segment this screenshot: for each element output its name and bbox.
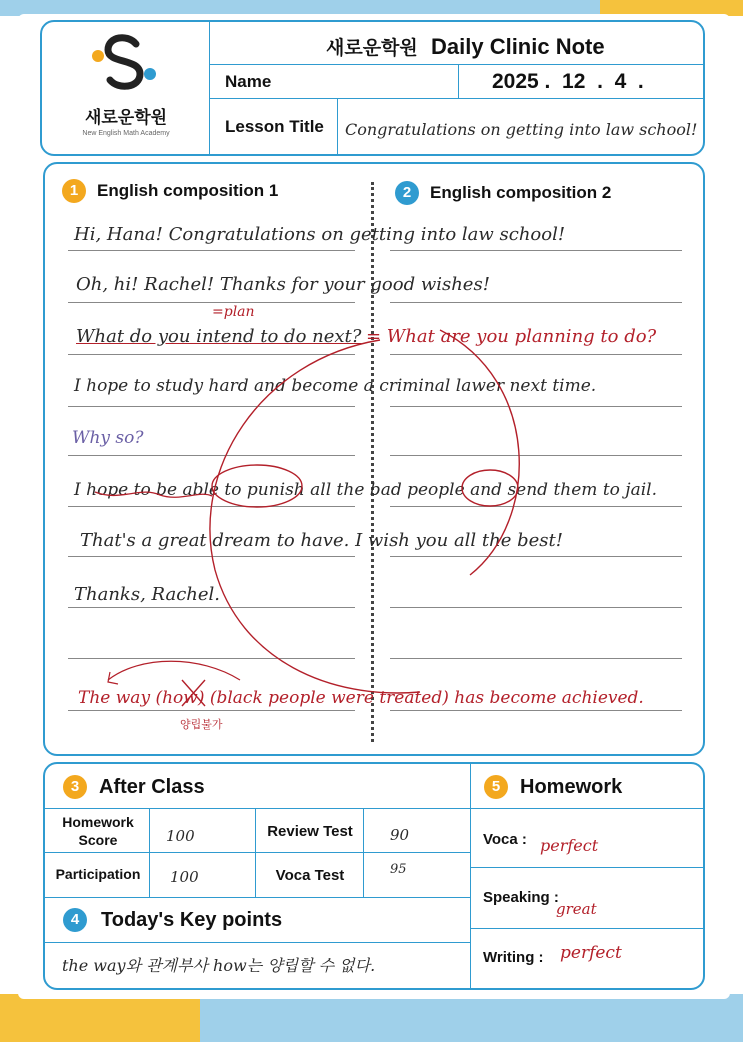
section-4-badge: 4 [63, 908, 87, 932]
key-points-value: the way와 관계부사 how는 양립할 수 없다. [62, 956, 376, 975]
composition-line-3: What do you intend to do next? [76, 326, 362, 347]
after-class-title: After Class [99, 776, 205, 798]
composition-line-8: Thanks, Rachel. [74, 584, 221, 605]
review-test-value: 90 [390, 826, 410, 844]
homework-writing-label: Writing : [483, 949, 544, 966]
voca-test-value: 95 [390, 862, 407, 877]
homework-title: Homework [520, 776, 623, 798]
to-be-able-underline [95, 492, 212, 497]
composition-line-7: That's a great dream to have. I wish you all the best! [80, 530, 563, 551]
composition-line-5: Why so? [72, 428, 144, 448]
section-3-badge: 3 [63, 775, 87, 799]
correction-arc [210, 340, 420, 693]
homework-score-label: Homework Score [62, 814, 134, 848]
brand-korean: 새로운학원 [84, 108, 168, 127]
brand-english: New English Math Academy [82, 130, 170, 137]
name-label: Name [225, 72, 272, 91]
voca-test-label: Voca Test [275, 867, 345, 884]
homework-speaking-value: great [556, 900, 597, 918]
key-points-title: Today's Key points [101, 909, 283, 931]
section-5-badge: 5 [484, 775, 508, 799]
header-brand-korean-title: 새로운학원 [326, 38, 418, 59]
correction-small-note: 양립불가 [180, 718, 223, 731]
bracket-arc-1 [108, 661, 240, 680]
composition-line-1: Hi, Hana! Congratulations on getting into law school! [74, 224, 566, 245]
correction-plan: =plan [212, 304, 255, 320]
how-cross [182, 680, 205, 706]
participation-label: Participation [55, 866, 141, 882]
homework-writing-value: perfect [560, 943, 622, 963]
lesson-title-value: Congratulations on getting into law school! [345, 120, 698, 139]
date-value: 2025 . 12 . 4 . [492, 70, 644, 93]
correction-rephrase: = What are you planning to do? [366, 326, 657, 347]
section-1-badge: 1 [62, 179, 86, 203]
big-correction-circle [440, 330, 519, 575]
send-circle [462, 470, 518, 506]
homework-speaking-label: Speaking : [483, 889, 559, 906]
composition-line-4: I hope to study hard and become a criminal lawer next time. [74, 376, 597, 396]
composition-line-2: Oh, hi! Rachel! Thanks for your good wishes! [76, 274, 490, 295]
section-2-label: English composition 2 [430, 183, 612, 202]
punish-circle [212, 465, 302, 507]
composition-line-6: I hope to be able to punish all the bad people and send them to jail. [74, 480, 657, 500]
section-2-badge: 2 [395, 181, 419, 205]
homework-score-value: 100 [166, 827, 195, 845]
homework-voca-value: perfect [540, 836, 599, 855]
participation-value: 100 [170, 868, 199, 886]
section-1-label: English composition 1 [97, 181, 279, 200]
note-title: Daily Clinic Note [431, 34, 605, 59]
lesson-title-label: Lesson Title [225, 117, 324, 136]
homework-voca-label: Voca : [483, 831, 527, 848]
correction-bottom: The way (how) (black people were treated) has become achieved. [78, 688, 644, 708]
review-test-label: Review Test [267, 823, 353, 840]
